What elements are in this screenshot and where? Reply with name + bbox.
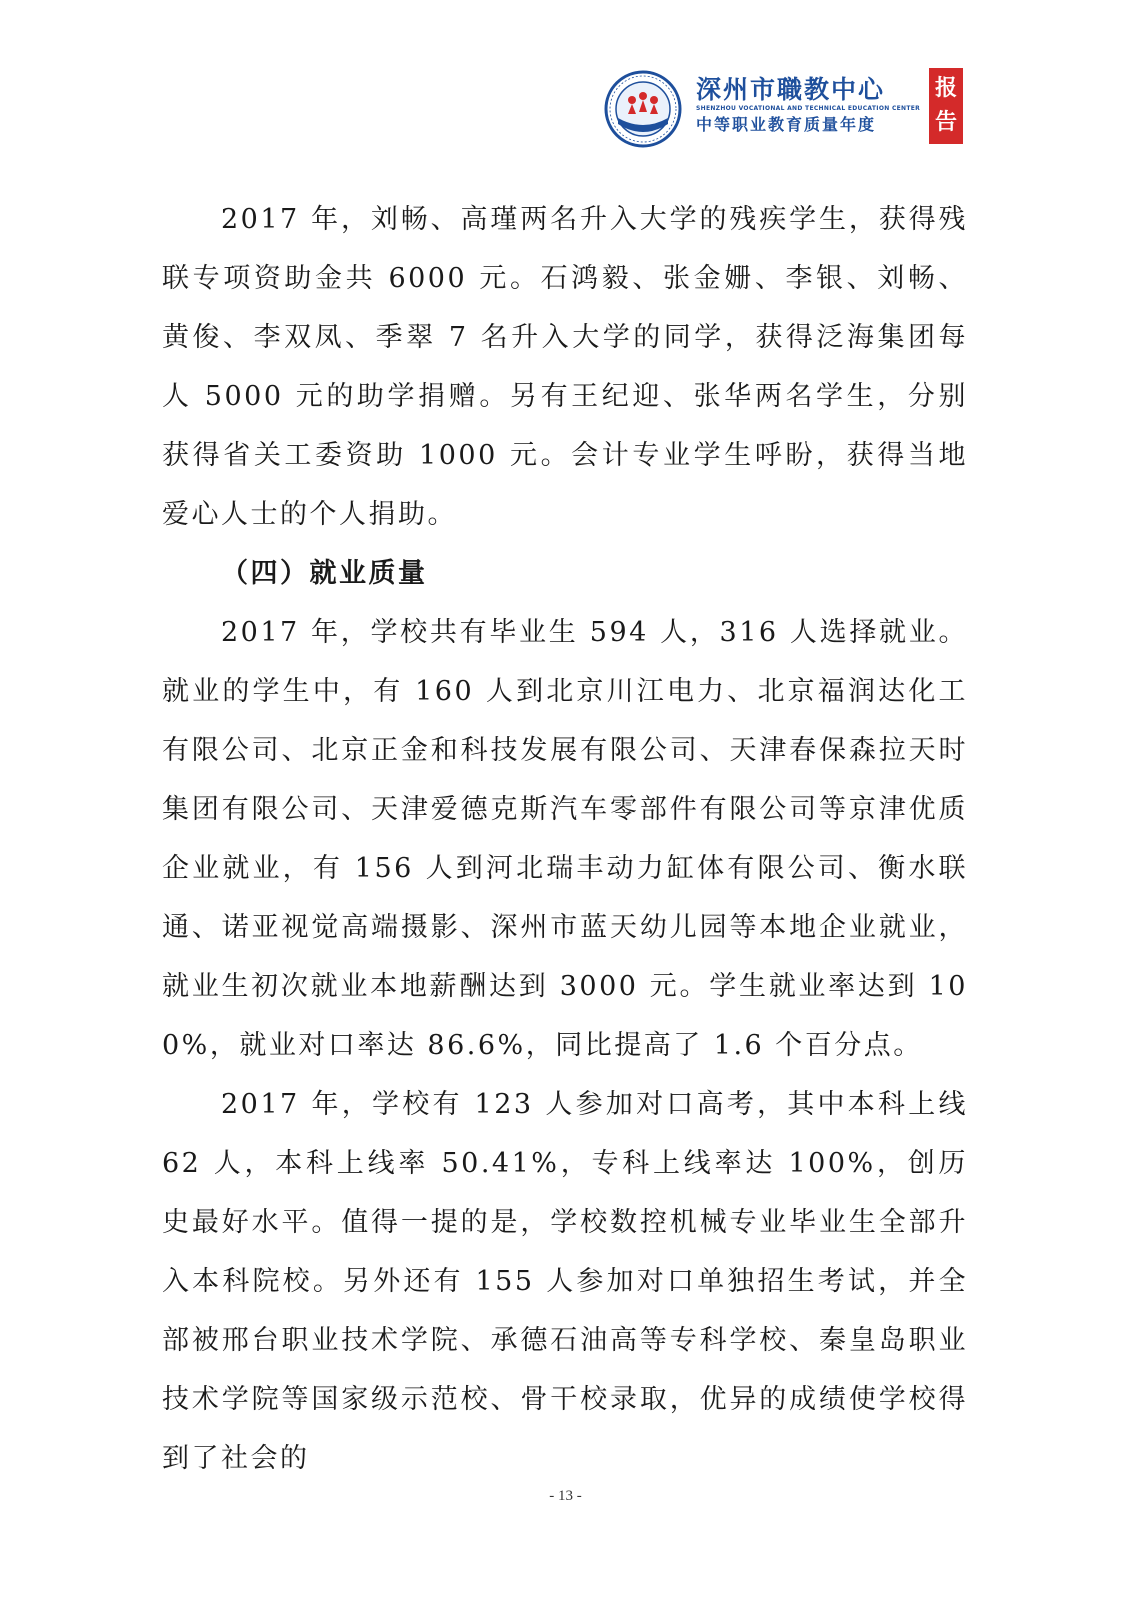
- report-tag: [929, 68, 963, 144]
- logo-text-block: [696, 75, 921, 135]
- section-heading-employment-quality: （四）就业质量: [221, 558, 428, 589]
- paragraph-college-entrance: 2017 年，学校有 123 人参加对口高考，其中本科上线 62 人，本科上线率 50.41%，专科上线率达 100%，创历史最好水平。值得一提的是，学校数控机械专业毕业生全部升入本科院校。另外还有 155 人参加对口单独招生考试，并全部被邢台职业技术学院、承德石油高等专科学校、秦皇岛职业技术学院等国家级示范校、骨干校录取，优异的成绩使学校得到了社会的: [162, 1089, 968, 1474]
- report-tag-bottom: 告: [934, 110, 957, 135]
- report-tag-top: 报: [934, 76, 957, 101]
- logo-caption: 中等职业教育质量年度: [696, 115, 877, 134]
- page-number: - 13 -: [549, 1488, 582, 1504]
- page-content: [162, 190, 968, 1488]
- paragraph-financial-aid: 2017 年，刘畅、高瑾两名升入大学的残疾学生，获得残联专项资助金共 6000 元。石鸿毅、张金姗、李银、刘畅、黄俊、李双凤、季翠 7 名升入大学的同学，获得泛海集团每人 5000 元的助学捐赠。另有王纪迎、张华两名学生，分别获得省关工委资助 1000 元。会计专业学生呼盼，获得当地爱心人士的个人捐助。: [162, 204, 968, 530]
- logo-title: 深州市職教中心: [696, 75, 886, 104]
- page-header: [604, 66, 964, 150]
- school-seal-logo: [604, 70, 682, 148]
- paragraph-employment: 2017 年，学校共有毕业生 594 人，316 人选择就业。就业的学生中，有 160 人到北京川江电力、北京福润达化工有限公司、北京正金和科技发展有限公司、天津春保森拉天时集团有限公司、天津爱德克斯汽车零部件有限公司等京津优质企业就业，有 156 人到河北瑞丰动力缸体有限公司、衡水联通、诺亚视觉高端摄影、深州市蓝天幼儿园等本地企业就业，就业生初次就业本地薪酬达到 3000 元。学生就业率达到 100%，就业对口率达 86.6%，同比提高了 1.6 个百分点。: [162, 617, 968, 1061]
- logo-subtitle: SHENZHOU VOCATIONAL AND TECHNICAL EDUCATION CENTER: [696, 105, 921, 112]
